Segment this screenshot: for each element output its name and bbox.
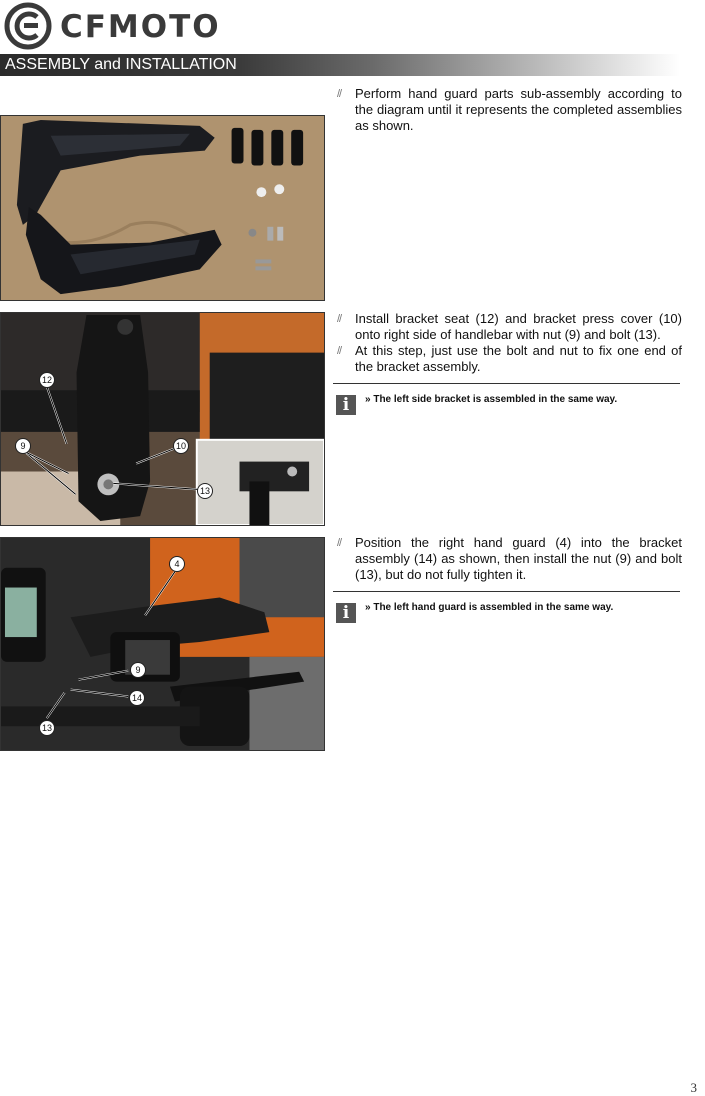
brand-name: CFMOTO: [60, 9, 221, 45]
step-2-text-a: Install bracket seat (12) and bracket press cover (10) onto right side of handlebar with nut (9) and bolt (13).: [355, 311, 682, 342]
step-bullet: //: [337, 313, 342, 325]
callout-9: 9: [130, 662, 146, 678]
step-bullet: //: [337, 88, 342, 100]
step-2-text-b: At this step, just use the bolt and nut to fix one end of the bracket assembly.: [355, 343, 682, 374]
callout-10: 10: [173, 438, 189, 454]
callout-13: 13: [197, 483, 213, 499]
callout-14: 14: [129, 690, 145, 706]
step-1-text: Perform hand guard parts sub-assembly according to the diagram until it represents the completed assemblies as shown.: [355, 86, 682, 133]
note-divider: [333, 591, 680, 592]
photo-hand-guard-install: [0, 537, 325, 751]
step-2b: [337, 343, 682, 375]
note-text: » The left side bracket is assembled in the same way.: [365, 394, 618, 405]
section-title: ASSEMBLY and INSTALLATION: [5, 56, 237, 73]
info-icon: i: [336, 603, 356, 623]
step-bullet: //: [337, 537, 342, 549]
section-header: [0, 54, 680, 76]
step-2: [337, 311, 682, 343]
info-icon: i: [336, 395, 356, 415]
note-divider: [333, 383, 680, 384]
cfmoto-logo-icon: [4, 2, 52, 50]
note-text: » The left hand guard is assembled in the same way.: [365, 602, 614, 613]
callout-12: 12: [39, 372, 55, 388]
photo-bracket-install: [0, 312, 325, 526]
step-3-text: Position the right hand guard (4) into the bracket assembly (14) as shown, then install the nut (9) and bolt (13), but do not fully tighten it.: [355, 535, 682, 582]
page-number: 3: [690, 1080, 697, 1095]
brand-logo: [4, 2, 234, 52]
step-1: [337, 86, 682, 134]
callout-9: 9: [15, 438, 31, 454]
step-bullet: //: [337, 345, 342, 357]
callout-4: 4: [169, 556, 185, 572]
callout-13: 13: [39, 720, 55, 736]
photo-parts-layout: [0, 115, 325, 301]
step-3: [337, 535, 682, 583]
